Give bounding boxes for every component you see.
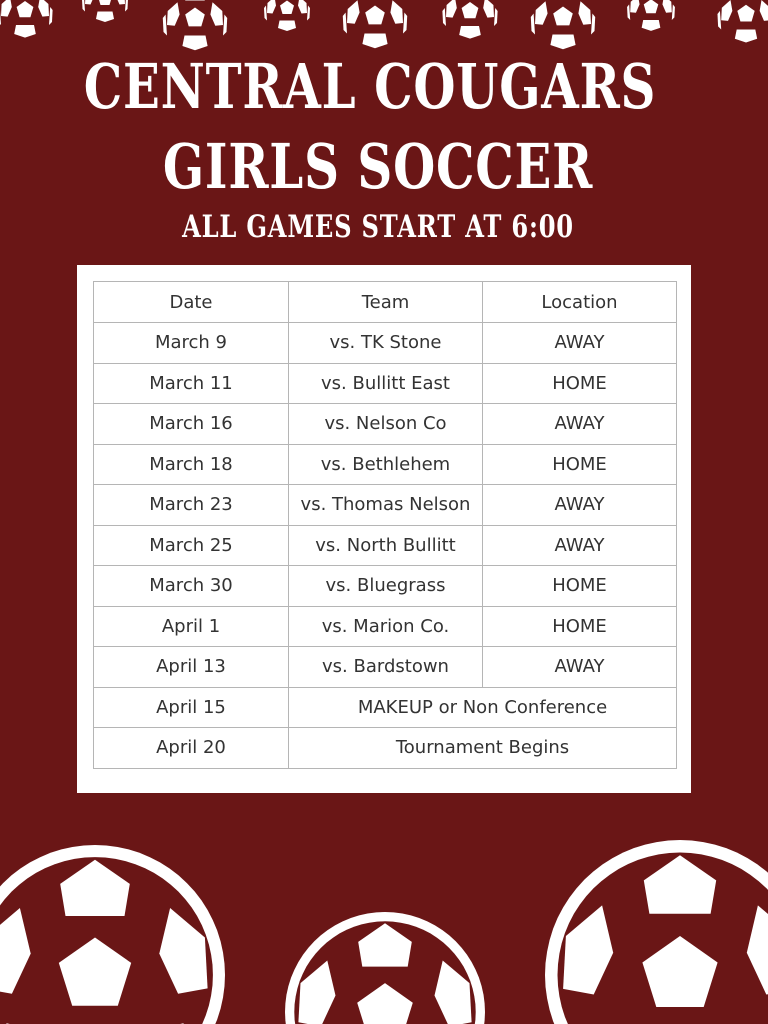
title-team-name: CENTRAL COUGARS [83, 50, 657, 123]
schedule-panel [77, 265, 691, 793]
game-date: April 1 [94, 606, 289, 647]
table-header-row [94, 282, 677, 323]
game-location: HOME [483, 566, 677, 607]
header-date: Date [94, 282, 289, 323]
game-opponent: vs. North Bullitt [289, 525, 483, 566]
table-row [94, 485, 677, 526]
game-opponent: vs. Thomas Nelson [289, 485, 483, 526]
table-row [94, 404, 677, 445]
table-row [94, 728, 677, 769]
game-opponent: vs. Bullitt East [289, 363, 483, 404]
game-date: March 25 [94, 525, 289, 566]
table-row [94, 323, 677, 364]
header-location: Location [483, 282, 677, 323]
game-opponent: vs. Nelson Co [289, 404, 483, 445]
event-note: Tournament Begins [289, 728, 677, 769]
table-row [94, 363, 677, 404]
subtitle-start-time: ALL GAMES START AT 6:00 [182, 209, 574, 245]
game-location: HOME [483, 444, 677, 485]
game-location: AWAY [483, 647, 677, 688]
game-date: April 20 [94, 728, 289, 769]
table-row [94, 606, 677, 647]
top-soccer-balls [0, 0, 768, 50]
table-row [94, 525, 677, 566]
game-opponent: vs. TK Stone [289, 323, 483, 364]
game-location: HOME [483, 606, 677, 647]
game-location: AWAY [483, 404, 677, 445]
event-note: MAKEUP or Non Conference [289, 687, 677, 728]
game-location: AWAY [483, 525, 677, 566]
game-date: March 23 [94, 485, 289, 526]
game-date: March 11 [94, 363, 289, 404]
game-opponent: vs. Bluegrass [289, 566, 483, 607]
table-row [94, 687, 677, 728]
schedule-table [93, 281, 677, 769]
bottom-soccer-balls [0, 840, 768, 1024]
game-location: HOME [483, 363, 677, 404]
game-date: April 13 [94, 647, 289, 688]
game-opponent: vs. Bardstown [289, 647, 483, 688]
game-opponent: vs. Bethlehem [289, 444, 483, 485]
table-row [94, 444, 677, 485]
game-date: March 18 [94, 444, 289, 485]
table-row [94, 566, 677, 607]
game-date: March 9 [94, 323, 289, 364]
game-location: AWAY [483, 485, 677, 526]
game-date: April 15 [94, 687, 289, 728]
game-location: AWAY [483, 323, 677, 364]
game-opponent: vs. Marion Co. [289, 606, 483, 647]
header-team: Team [289, 282, 483, 323]
game-date: March 30 [94, 566, 289, 607]
table-row [94, 647, 677, 688]
title-sport: GIRLS SOCCER [162, 130, 594, 203]
game-date: March 16 [94, 404, 289, 445]
